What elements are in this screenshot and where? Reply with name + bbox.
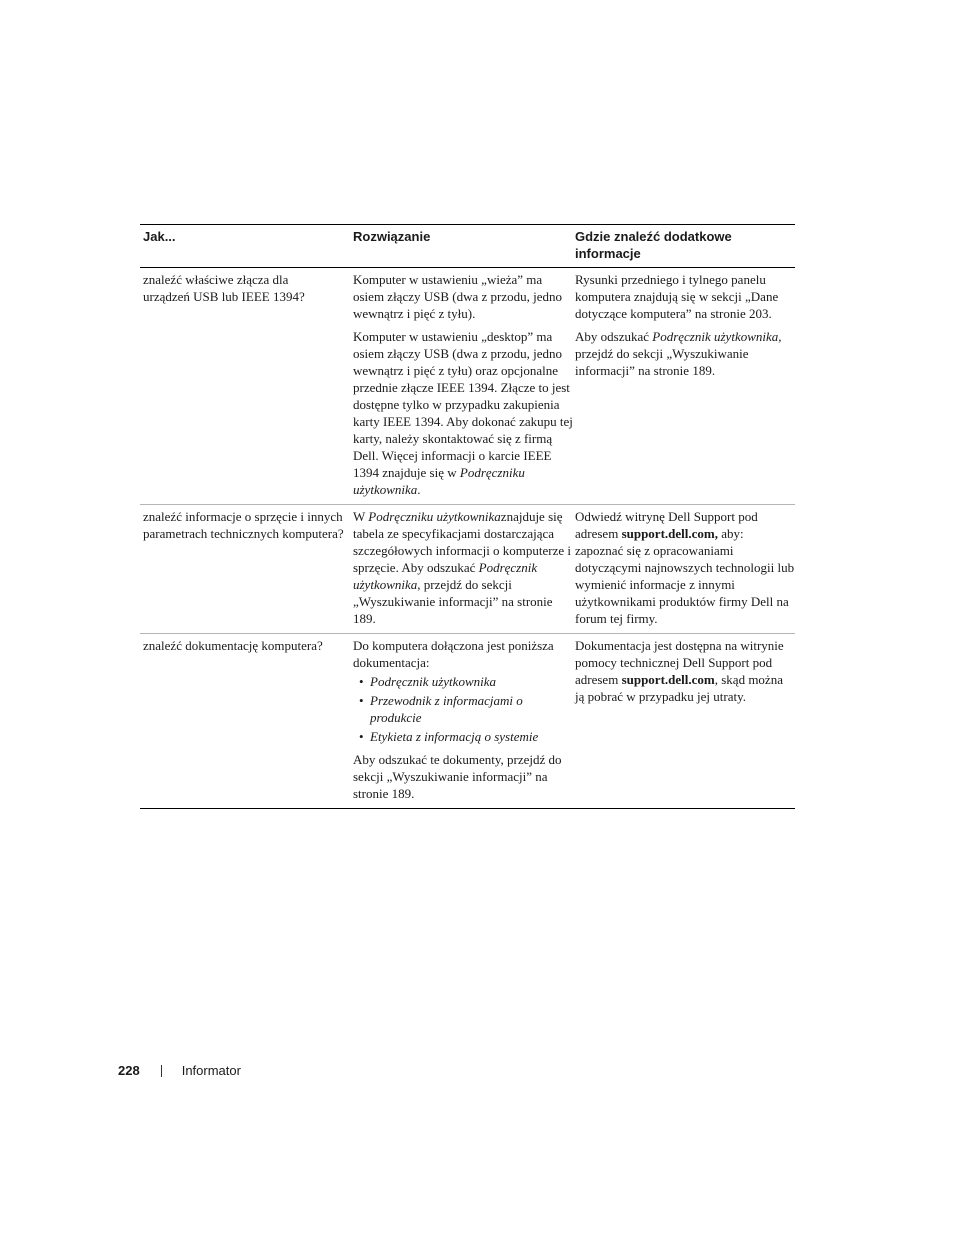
solution-cell — [353, 271, 575, 498]
question-cell: znaleźć informacje o sprzęcie i innych parametrach technicznych komputera? — [143, 509, 344, 541]
more-info-text: Rysunki przedniego i tylnego panelu komputera znajdują się w sekcji „Dane dotyczące komputera” na stronie 203. — [575, 272, 779, 321]
more-info-cell — [575, 637, 795, 802]
solution-text: Komputer w ustawieniu „desktop” ma osiem złączy USB (dwa z przodu, jedno wewnątrz i pięć z tyłu) oraz opcjonalne przednie złącze IEEE 1394. Złącze to jest dostępne tylko w przypadku zakupienia karty IEEE 1394. Aby dokonać zakupu tej karty, należy skontaktować się z firmą Dell. Więcej informacji o karcie IEEE 1394 znajduje się w Podręczniku użytkownika. — [353, 329, 573, 497]
table-row — [140, 268, 795, 505]
section-title: Informator — [181, 1063, 241, 1078]
more-info-text: Aby odszukać Podręcznik użytkownika, przejdź do sekcji „Wyszukiwanie informacji” na stronie 189. — [575, 329, 782, 378]
bullet-icon: • — [359, 729, 364, 744]
list-item: • Etykieta z informacją o systemie — [359, 729, 539, 744]
bullet-icon: • — [359, 674, 364, 689]
page-number: 228 — [118, 1063, 140, 1078]
more-info-cell — [575, 271, 795, 498]
table-header — [140, 225, 795, 268]
question-cell: znaleźć dokumentację komputera? — [143, 638, 323, 653]
more-info-text: Dokumentacja jest dostępna na witrynie pomocy technicznej Dell Support pod adresem support.dell.com, skąd można ją pobrać w przypadku jej utraty. — [575, 638, 784, 704]
solution-text: Komputer w ustawieniu „wieża” ma osiem złączy USB (dwa z przodu, jedno wewnątrz i pięć z tyłu). — [353, 272, 563, 321]
info-table — [140, 224, 795, 809]
solution-text: W Podręczniku użytkownikaznajduje się tabela ze specyfikacjami dostarczająca szczegółowych informacji o komputerze i sprzęcie. Aby odszukać Podręcznik użytkownika, przejdź do sekcji „Wyszukiwanie informacji” na stronie 189. — [353, 509, 572, 626]
table-row — [140, 505, 795, 634]
support-link-text: support.dell.com, — [621, 526, 718, 541]
list-item: • Przewodnik z informacjami o produkcie — [359, 693, 523, 725]
bullet-icon: • — [359, 693, 364, 708]
header-more-info: Gdzie znaleźć dodatkowe informacje — [575, 229, 732, 261]
table-row — [140, 634, 795, 808]
more-info-text: Odwiedź witrynę Dell Support pod adresem support.dell.com, aby: zapoznać się z opracowaniami dotyczącymi najnowszych technologii lub wymienić informacje z innymi użytkownikami produktów firmy Dell na forum tej firmy. — [575, 509, 795, 626]
header-how: Jak... — [143, 229, 176, 244]
list-item: • Podręcznik użytkownika — [359, 674, 496, 689]
support-link-text: support.dell.com — [621, 672, 715, 687]
solution-text: Do komputera dołączona jest poniższa dokumentacja: — [353, 638, 554, 670]
more-info-cell — [575, 508, 795, 627]
page-footer — [118, 1062, 241, 1079]
solution-cell — [353, 637, 575, 802]
solution-cell — [353, 508, 575, 627]
document-list — [353, 673, 575, 745]
footer-divider — [161, 1065, 162, 1077]
header-solution: Rozwiązanie — [353, 229, 431, 244]
question-cell: znaleźć właściwe złącza dla urządzeń USB lub IEEE 1394? — [143, 272, 305, 304]
solution-text: Aby odszukać te dokumenty, przejdź do sekcji „Wyszukiwanie informacji” na stronie 189. — [353, 752, 562, 801]
